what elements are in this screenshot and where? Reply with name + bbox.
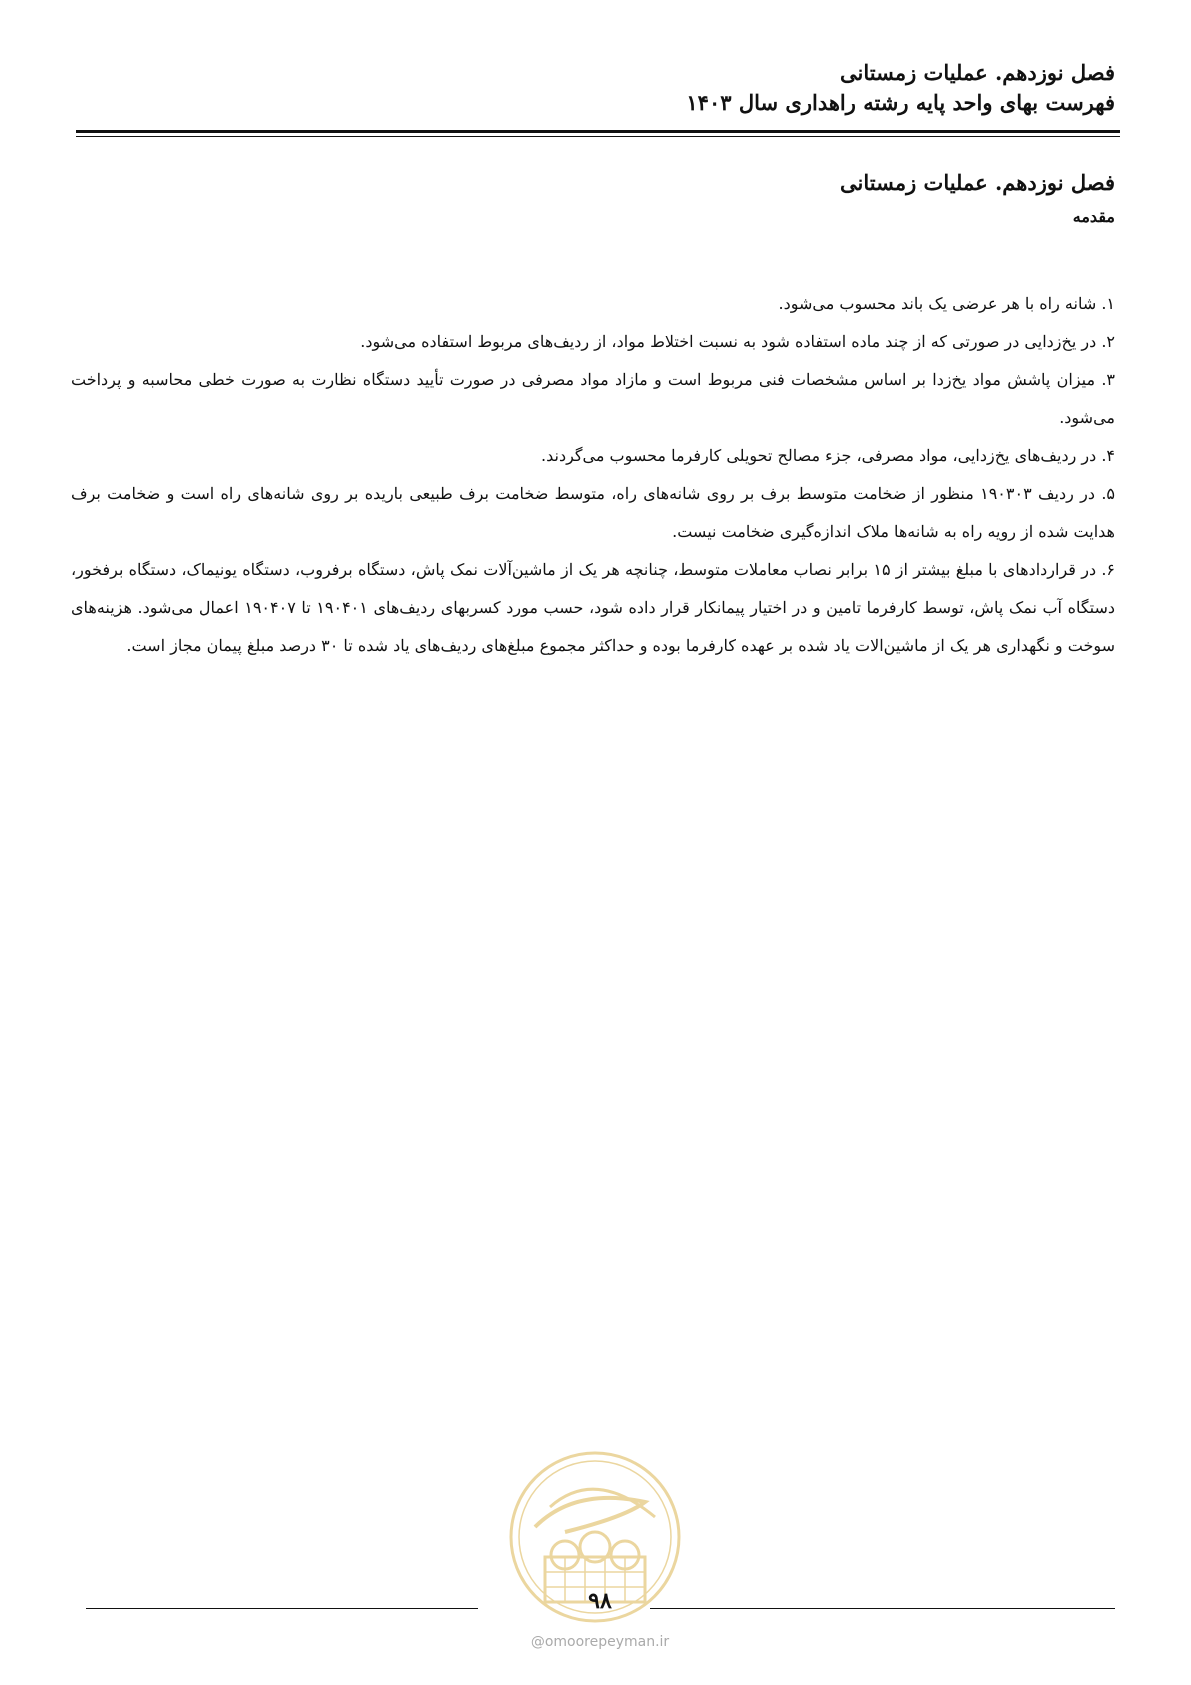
header-rule-thin	[76, 136, 1120, 137]
running-header-chapter: فصل نوزدهم. عملیات زمستانی	[840, 60, 1115, 85]
paragraph-4: ۴. در ردیف‌های یخ‌زدایی، مواد مصرفی، جزء مصالح تحویلی کارفرما محسوب می‌گردند.	[541, 446, 1115, 465]
paragraph-6: ۶. در قراردادهای با مبلغ بیشتر از ۱۵ برابر نصاب معاملات متوسط، چنانچه هر یک از ماشین‌آلات نمک پاش، دستگاه برفروب، دستگاه یونیماک، دستگاه برفخور، دستگاه آب نمک پاش، توسط کارفرما تامین و در اختیار پیمانکار قرار داده شود، حسب مورد کسربهای ردیف‌های ۱۹۰۴۰۱ تا ۱۹۰۴۰۷ اعمال می‌شود. هزینه‌های سوخت و نگهداری هر یک از ماشین‌الات یاد شده بر عهده کارفرما بوده و حداکثر مجموع مبلغ‌های ردیف‌های یاد شده تا ۳۰ درصد مبلغ پیمان مجاز است.	[71, 560, 1116, 655]
paragraph-2: ۲. در یخ‌زدایی در صورتی که از چند ماده استفاده شود به نسبت اختلاط مواد، از ردیف‌های مربوط استفاده می‌شود.	[360, 332, 1115, 351]
chapter-heading	[840, 168, 1115, 232]
footer-rule-right	[650, 1608, 1115, 1609]
header-rule-thick	[76, 130, 1120, 133]
watermark-url: @omoorepeyman.ir	[530, 1634, 670, 1650]
running-header	[686, 58, 1115, 118]
footer-rule-left	[86, 1608, 478, 1609]
chapter-title: فصل نوزدهم. عملیات زمستانی	[840, 170, 1115, 195]
section-subtitle: مقدمه	[1072, 207, 1115, 226]
paragraph-1: ۱. شانه راه با هر عرضی یک باند محسوب می‌شود.	[778, 294, 1115, 313]
running-header-document-title: فهرست بهای واحد پایه رشته راهداری سال ۱۴۰۳	[686, 90, 1115, 115]
page-number: ۹۸	[588, 1588, 612, 1614]
paragraph-3: ۳. میزان پاشش مواد یخ‌زدا بر اساس مشخصات فنی مربوط است و مازاد مواد مصرفی در صورت تأیید دستگاه نظارت به صورت خطی محاسبه و پرداخت می‌شود.	[71, 370, 1115, 427]
paragraph-5: ۵. در ردیف ۱۹۰۳۰۳ منظور از ضخامت متوسط برف بر روی شانه‌های راه، متوسط ضخامت برف طبیعی باریده بر روی شانه‌های راه است و ضخامت برف هدایت شده از رویه راه به شانه‌ها ملاک اندازه‌گیری ضخامت نیست.	[71, 484, 1116, 541]
body-text	[71, 285, 1115, 665]
